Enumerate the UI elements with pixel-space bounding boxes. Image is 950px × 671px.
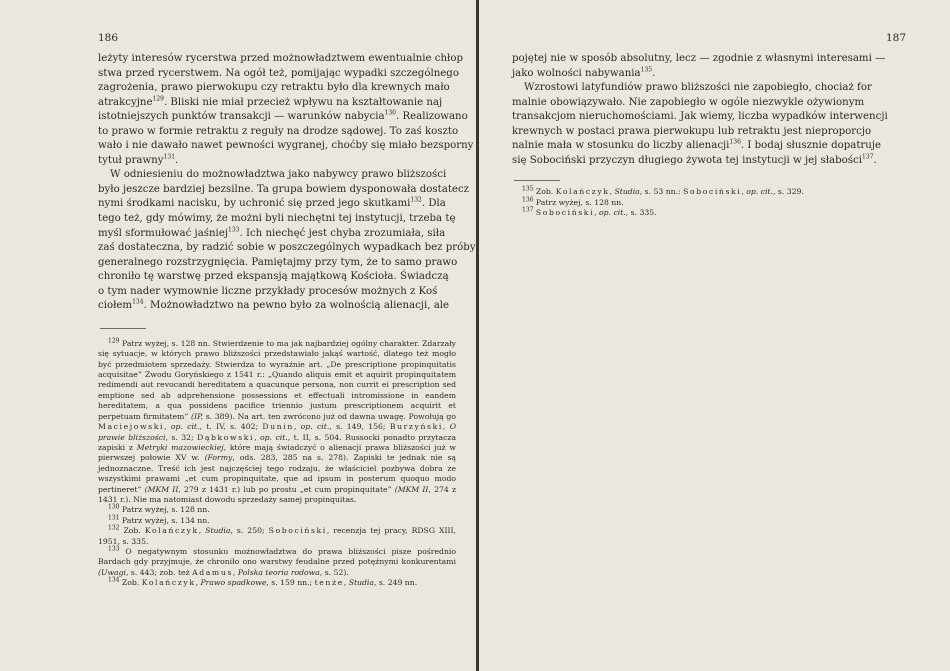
right-page: [479, 0, 950, 671]
footnote-137: $^{137}$ Sobociński, op. cit., s. 335.: [522, 206, 657, 218]
footnote-136: $^{136}$ Patrz wyżej, s. 128 nn.: [522, 196, 624, 207]
footnote-separator-left: [100, 328, 146, 329]
right-footnotes: [512, 187, 906, 218]
footnote-135: $^{135}$ Zob. Kolańczyk, Studia, s. 53 nn.: Sobociński, op. cit., s. 329.: [522, 185, 804, 197]
left-footnotes: [98, 339, 456, 589]
footnote-133: $^{133}$ O negatywnym stosunku możnowładztwa do prawa bliższości pisze pośrednio Bardach gdy przyjmuje, że chroniło ono warstwy feudalne przed potężnymi konkurentami (Uwagi, s. 443; zob. też Adamus, Polska teoria rodowa, s. 52).: [98, 545, 456, 577]
left-paragraph-2: W odniesieniu do możnowładztwa jako nabywcy prawo bliższości było jeszcze bardziej bezsilne. Ta grupa bowiem dysponowała dostatecz nymi środkami nacisku, by uchronić się przed jego skutkami$^{132}$. Dla tego też, gdy mówimy, że możni byli niechętni tej instytucji, trzeba tę myśl sformułować jaśniej$^{133}$. Ich niechęć jest chyba zrozumiała, siła zaś dostateczna, by radzić sobie w poszczególnych wypadkach bez próby generalnego rozstrzygnięcia. Pamiętajmy przy tym, że to samo prawo chroniło tę warstwę przed ekspansją majątkową Kościoła. Świadczą o tym nader wymownie liczne przykłady procesów możnych z Koś ciołem$^{134}$. Możnowładztwo na pewno było za wolnością alienacji, ale: [98, 169, 476, 312]
footnote-134: $^{134}$ Zob. Kolańczyk, Prawo spadkowe, s. 159 nn.; tenże, Studia, s. 249 nn.: [108, 576, 418, 588]
right-body-text: [512, 52, 906, 168]
footnote-132: $^{132}$ Zob. Kolańczyk, Studia, s. 250; Sobociński, recenzja tej pracy, RDSG XIII, 1951, s. 335.: [98, 524, 456, 546]
right-paragraph-2: Wzrostowi latyfundiów prawo bliższości nie zapobiegło, chociaż for malnie obowiązywało. Nie zapobiegło w ogóle niezwykle ożywionym transakcjom nieruchomościami. Jak wiemy, liczba wypadków interwencji krewnych w postaci prawa pierwokupu lub retraktu jest nieproporcjo nalnie mała w stosunku do liczby alienacji$^{136}$. I bodaj słusznie dopatruje się Sobociński przyczyn długiego żywota tej instytucji w jej słabości$^{137}$.: [512, 82, 888, 166]
footnote-130: $^{130}$ Patrz wyżej, s. 128 nn.: [108, 503, 210, 515]
left-body-text: [98, 52, 476, 314]
page-number-left: 186: [98, 32, 119, 44]
left-paragraph-1: leżyty interesów rycerstwa przed możnowładztwem ewentualnie chłop stwa przed rycerstwem. Na ogół też, pomijając wypadki szczególnego zagrożenia, prawo pierwokupu czy retraktu było dla krewnych mało atrakcyjne$^{129}$. Bliski nie miał przecież wpływu na kształtowanie naj istotniejszych punktów transakcji — warunków nabycia$^{130}$. Realizowano to prawo w formie retraktu z reguły na drodze sądowej. To zaś koszto wało i nie dawało nawet pewności wygranej, choćby się miało bezsporny tytuł prawny$^{131}$.: [98, 53, 474, 166]
footnote-129: $^{129}$ Patrz wyżej, s. 128 nn. Stwierdzenie to ma jak najbardziej ogólny charakter. Zdarzały się sytuacje, w których prawo bliższości przedstawiało jakąś wartość, dlatego też mogło być przedmiotem sprzedaży. Stwierdza to wyraźnie art. „De prescriptione propinquitatis acquisitae” Zwodu Goryńskiego z 1541 r.: „Quando aliquis emit et aquirit propinquitatem redimendi aut revocandi hereditatem a quacunque persona, non currit ei prescription sed emptione sed ab adprehensione possessions et effectuali intromissione in eandem hereditatem, a qua possidens pacifice triennio justum prescriptionem acquirit et perpetuam firmitatem” (IP, s. 389). Na art. ten zwrócono już od dawna uwagę. Powołują go Maciejowski, op. cit., t. IV, s. 402; Dunin, op. cit., s. 149, 156; Burzyński, O prawie bliższości, s. 32; Dąbkowski, op. cit., t. II, s. 504. Russocki ponadto przytacza zapiski z Metryki mazowieckiej, które mają świadczyć o alienacji prawa bliższości już w pierwszej połowie XV w. (Formy, ods. 283, 285 na s. 278). Zapiski te jednak nie są jednoznaczne. Treść ich jest najczęściej tego rodzaju, że właściciel pozbywa dobra ze wszystkimi prawami „et cum propinquitate, que ad ipsum in posterum quoquo modo pertineret” (MKM II, 279 z 1431 r.) lub po prostu „et cum propinquitate” (MKM II, 274 z 1431 r.). Nie ma natomiast dowodu sprzedaży samej propinquitas.: [98, 337, 457, 504]
footnote-131: $^{131}$ Patrz wyżej, s. 134 nn.: [108, 514, 210, 525]
right-paragraph-1: pojętej nie w sposób absolutny, lecz — zgodnie z własnymi interesami — jako wolności nabywania$^{135}$.: [512, 53, 886, 79]
footnote-separator-right: [514, 180, 560, 181]
page-number-right: 187: [885, 32, 906, 44]
